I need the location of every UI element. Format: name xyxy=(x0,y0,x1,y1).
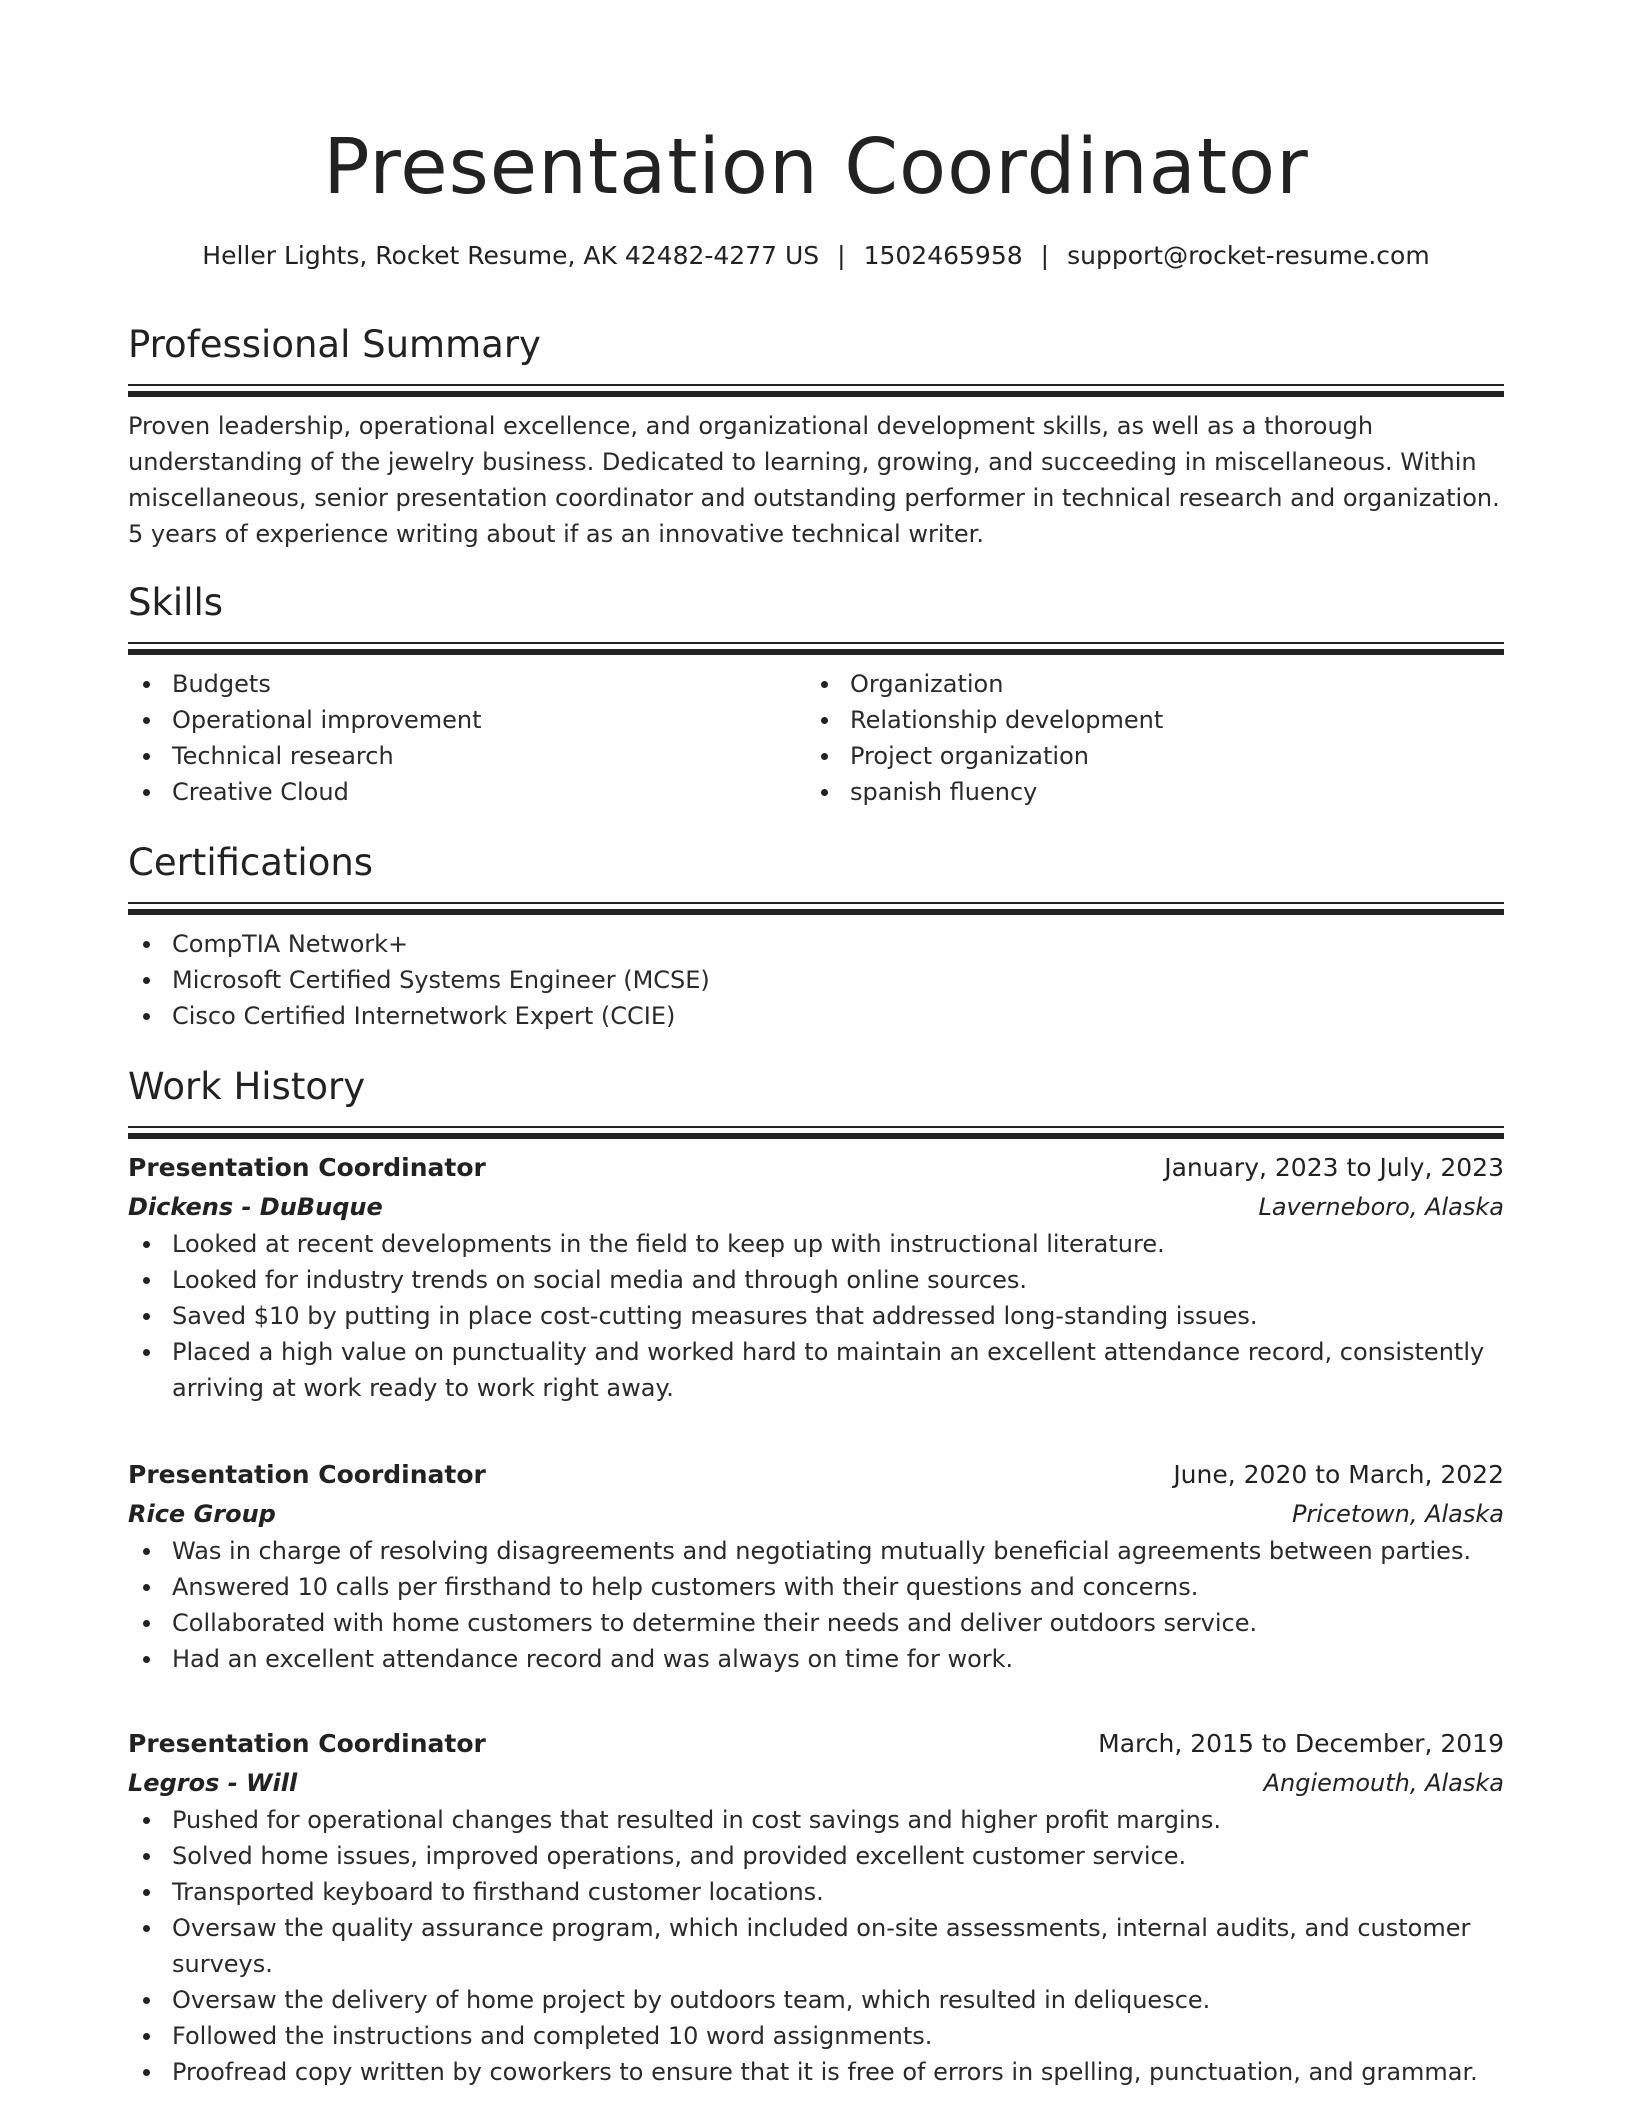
job-company-row xyxy=(128,1764,1504,1802)
job-bullet: Pushed for operational changes that resulted in cost savings and higher profit margins. xyxy=(128,1802,1504,1838)
section-divider xyxy=(128,1126,1504,1138)
certification-item: Cisco Certified Internetwork Expert (CCIE) xyxy=(128,998,1504,1034)
summary-title: Professional Summary xyxy=(128,323,541,366)
job-bullet: Transported keyboard to firsthand customer locations. xyxy=(128,1874,1504,1910)
contact-phone: 1502465958 xyxy=(863,241,1023,270)
section-divider xyxy=(128,902,1504,914)
job-company-row xyxy=(128,1495,1504,1533)
work-history-section xyxy=(128,1062,1504,1138)
job-bullet: Was in charge of resolving disagreements and negotiating mutually beneficial agreements between parties. xyxy=(128,1533,1504,1569)
job-bullet: Looked for industry trends on social media and through online sources. xyxy=(128,1262,1504,1298)
skill-item: Project organization xyxy=(806,738,1484,774)
skills-column-right xyxy=(806,666,1484,810)
job-entry xyxy=(128,1148,1504,1406)
job-company: Dickens - DuBuque xyxy=(128,1193,383,1221)
section-divider xyxy=(128,384,1504,396)
resume-name: Presentation Coordinator xyxy=(323,123,1309,212)
skill-item: Relationship development xyxy=(806,702,1484,738)
certification-item: Microsoft Certified Systems Engineer (MCSE) xyxy=(128,962,1504,998)
job-bullets xyxy=(128,1533,1504,1677)
job-header-row xyxy=(128,1724,1504,1764)
job-company: Rice Group xyxy=(128,1500,276,1528)
skills-list-left xyxy=(128,666,806,810)
job-title: Presentation Coordinator xyxy=(128,1460,486,1489)
job-dates: January, 2023 to July, 2023 xyxy=(1164,1153,1504,1182)
job-entry xyxy=(128,1724,1504,2090)
job-header-row xyxy=(128,1148,1504,1188)
job-bullet: Followed the instructions and completed 10 word assignments. xyxy=(128,2018,1504,2054)
job-title: Presentation Coordinator xyxy=(128,1153,486,1182)
skill-item: Operational improvement xyxy=(128,702,806,738)
job-bullet: Proofread copy written by coworkers to ensure that it is free of errors in spelling, punctuation, and grammar. xyxy=(128,2054,1504,2090)
job-dates: June, 2020 to March, 2022 xyxy=(1173,1460,1504,1489)
job-bullet: Solved home issues, improved operations, and provided excellent customer service. xyxy=(128,1838,1504,1874)
contact-separator: | xyxy=(1040,241,1050,270)
skill-item: Budgets xyxy=(128,666,806,702)
job-dates: March, 2015 to December, 2019 xyxy=(1098,1729,1504,1758)
skill-item: Creative Cloud xyxy=(128,774,806,810)
certifications-title: Certifications xyxy=(128,841,374,884)
job-location: Laverneboro, Alaska xyxy=(1258,1193,1504,1221)
contact-separator: | xyxy=(837,241,846,270)
skills-list-right xyxy=(806,666,1484,810)
skill-item: Technical research xyxy=(128,738,806,774)
job-location: Angiemouth, Alaska xyxy=(1263,1769,1504,1797)
job-bullet: Looked at recent developments in the field to keep up with instructional literature. xyxy=(128,1226,1504,1262)
job-company: Legros - Will xyxy=(128,1769,298,1797)
job-bullets xyxy=(128,1226,1504,1406)
summary-section xyxy=(128,320,1504,552)
skills-columns xyxy=(128,666,1504,810)
job-bullets xyxy=(128,1802,1504,2090)
skill-item: spanish fluency xyxy=(806,774,1484,810)
job-title: Presentation Coordinator xyxy=(128,1729,486,1758)
contact-address: Heller Lights, Rocket Resume, AK 42482-4277 US xyxy=(202,241,820,270)
job-entry xyxy=(128,1455,1504,1677)
skills-column-left xyxy=(128,666,806,810)
contact-email: support@rocket-resume.com xyxy=(1067,241,1430,270)
skills-section xyxy=(128,578,1504,810)
skill-item: Organization xyxy=(806,666,1484,702)
summary-text: Proven leadership, operational excellence, and organizational development skills, as well as a thorough understanding of the jewelry business. Dedicated to learning, growing, and succeeding in miscellaneous. Within miscellaneous, senior presentation coordinator and outstanding performer in technical research and organization. 5 years of experience writing about if as an innovative technical writer. xyxy=(128,412,1500,548)
job-bullet: Collaborated with home customers to determine their needs and deliver outdoors service. xyxy=(128,1605,1504,1641)
job-bullet: Saved $10 by putting in place cost-cutting measures that addressed long-standing issues. xyxy=(128,1298,1504,1334)
skills-title: Skills xyxy=(128,581,224,624)
certifications-list xyxy=(128,926,1504,1034)
job-bullet: Oversaw the delivery of home project by outdoors team, which resulted in deliquesce. xyxy=(128,1982,1504,2018)
job-location: Pricetown, Alaska xyxy=(1291,1500,1504,1528)
job-header-row xyxy=(128,1455,1504,1495)
certifications-section xyxy=(128,838,1504,1034)
job-company-row xyxy=(128,1188,1504,1226)
job-bullet: Answered 10 calls per firsthand to help customers with their questions and concerns. xyxy=(128,1569,1504,1605)
job-bullet: Had an excellent attendance record and was always on time for work. xyxy=(128,1641,1504,1677)
certification-item: CompTIA Network+ xyxy=(128,926,1504,962)
work-history-title: Work History xyxy=(128,1065,366,1108)
section-divider xyxy=(128,642,1504,654)
job-bullet: Oversaw the quality assurance program, which included on-site assessments, internal audits, and customer surveys. xyxy=(128,1910,1504,1982)
contact-line xyxy=(128,238,1504,274)
job-bullet: Placed a high value on punctuality and worked hard to maintain an excellent attendance record, consistently arriving at work ready to work right away. xyxy=(128,1334,1504,1406)
